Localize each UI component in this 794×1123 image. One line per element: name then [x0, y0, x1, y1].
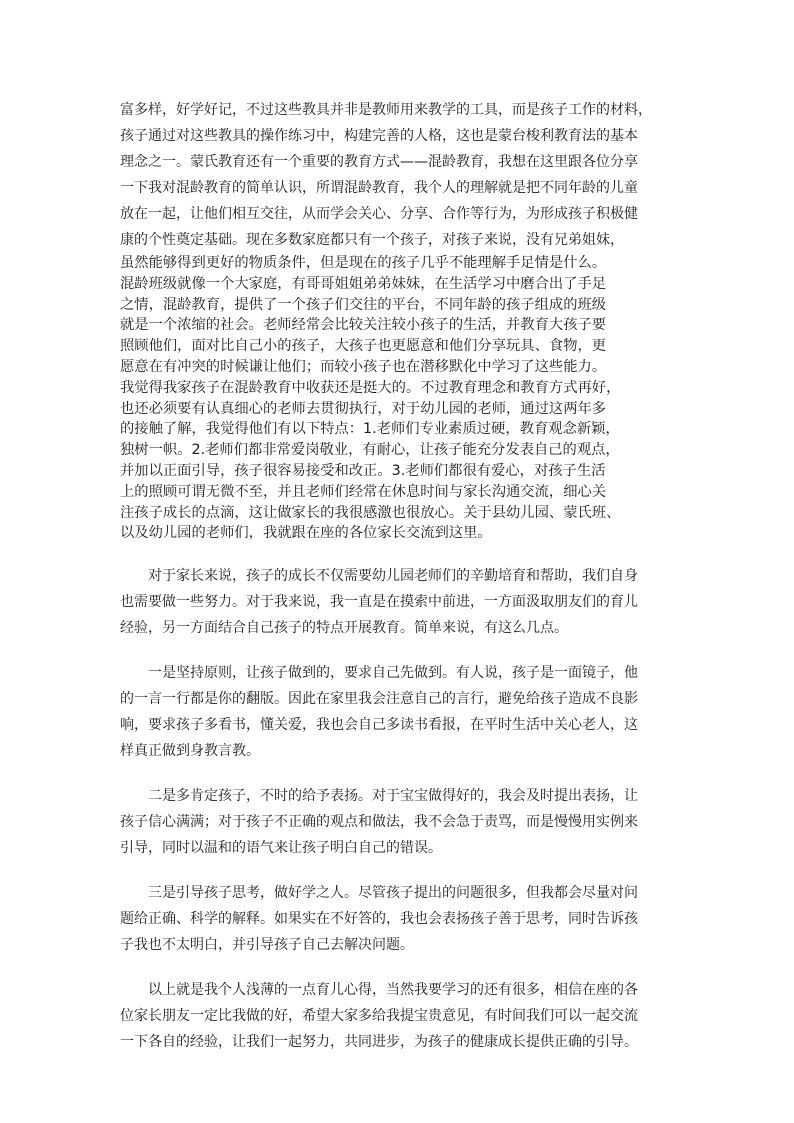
text-line: 并加以正面引导，孩子很容易接受和改正。3.老师们都很有爱心，对孩子生活	[120, 462, 606, 479]
text-line: 混龄班级就像一个大家庭，有哥哥姐姐弟弟妹妹，在生活学习中磨合出了手足	[120, 275, 607, 292]
text-line: 子我也不太明白，并引导孩子自己去解决问题。	[120, 937, 414, 954]
text-line: 上的照顾可谓无微不至，并且老师们经常在休息时间与家长沟通交流，细心关	[120, 483, 607, 500]
text-line: 一是坚持原则，让孩子做到的，要求自己先做到。有人说，孩子是一面镜子，他	[148, 665, 638, 682]
text-line: 我觉得我家孩子在混龄教育中收获还是挺大的。不过教育理念和教育方式再好，	[120, 379, 621, 396]
paragraph-parent-effort	[120, 563, 684, 641]
paragraph-mixed-age-education	[120, 253, 684, 544]
text-line: 孩子通过对这些教具的操作练习中，构建完善的人格，这也是蒙台梭利教育法的基本	[120, 128, 638, 144]
paragraph-montessori-intro	[120, 97, 684, 253]
text-line: 虽然能够得到更好的物质条件，但是现在的孩子几乎不能理解手足情是什么。	[120, 255, 607, 271]
text-line: 三是引导孩子思考，做好学之人。尽管孩子提出的问题很多，但我都会尽量对问	[148, 885, 638, 902]
text-line: 理念之一。蒙氏教育还有一个重要的教育方式——混龄教育，我想在这里跟各位分享	[120, 154, 638, 170]
text-line: 以上就是我个人浅薄的一点育儿心得，当然我要学习的还有很多，相信在座的各	[148, 982, 638, 999]
paragraph-conclusion	[120, 977, 684, 1055]
text-line: 对于家长来说，孩子的成长不仅需要幼儿园老师们的辛勤培育和帮助，我们自身	[148, 568, 638, 585]
text-line: 二是多肯定孩子，不时的给予表扬。对于宝宝做得好的，我会及时提出表扬，让	[148, 788, 638, 805]
text-line: 愿意在有冲突的时候谦让他们；而较小孩子也在潜移默化中学习了这些能力。	[120, 358, 607, 375]
text-line: 照顾他们，面对比自己小的孩子，大孩子也更愿意和他们分享玩具、食物，更	[120, 338, 607, 355]
text-line: 富多样，好学好记，不过这些教具并非是教师用来教学的工具，而是孩子工作的材料，	[120, 102, 652, 118]
text-line: 引导，同时以温和的语气来让孩子明白自己的错误。	[120, 840, 442, 857]
paragraph-point-one	[120, 660, 684, 764]
paragraph-point-three	[120, 880, 684, 958]
text-line: 经验，另一方面结合自己孩子的特点开展教育。简单来说，有这么几点。	[120, 620, 568, 637]
text-line: 也还必须要有认真细心的老师去贯彻执行，对于幼儿园的老师，通过这两年多	[120, 400, 607, 417]
text-line: 的一言一行都是你的翻版。因此在家里我会注意自己的言行，避免给孩子造成不良影	[120, 691, 638, 708]
text-line: 之情，混龄教育，提供了一个孩子们交往的平台，不同年龄的孩子组成的班级	[120, 296, 607, 313]
text-line: 位家长朋友一定比我做的好，希望大家多给我提宝贵意见，有时间我们可以一起交流	[120, 1008, 638, 1025]
paragraph-point-two	[120, 783, 684, 861]
text-line: 一下各自的经验，让我们一起努力，共同进步，为孩子的健康成长提供正确的引导。	[120, 1034, 638, 1051]
text-line: 题给正确、科学的解释。如果实在不好答的，我也会表扬孩子善于思考，同时告诉孩	[120, 911, 638, 928]
text-line: 孩子信心满满；对于孩子不正确的观点和做法，我不会急于责骂，而是慢慢用实例来	[120, 814, 638, 831]
text-line: 的接触了解，我觉得他们有以下特点：1.老师们专业素质过硬，教育观念新颖，	[120, 421, 620, 438]
text-line: 也需要做一些努力。对于我来说，我一直是在摸索中前进，一方面汲取朋友们的育儿	[120, 594, 638, 611]
text-line: 注孩子成长的点滴，这让做家长的我很感激也很放心。关于县幼儿园、蒙氏班、	[120, 504, 621, 521]
text-line: 以及幼儿园的老师们，我就跟在座的各位家长交流到这里。	[120, 525, 492, 542]
text-line: 独树一帜。2.老师们都非常爱岗敬业，有耐心，让孩子能充分发表自己的观点，	[120, 442, 620, 459]
text-line: 一下我对混龄教育的简单认识，所谓混龄教育，我个人的理解就是把不同年龄的儿童	[120, 180, 638, 196]
text-line: 样真正做到身教言教。	[120, 743, 260, 760]
text-line: 放在一起，让他们相互交往，从而学会关心、分享、合作等行为，为形成孩子积极健	[120, 206, 638, 222]
text-line: 响，要求孩子多看书，懂关爱，我也会自己多读书看报，在平时生活中关心老人，这	[120, 717, 638, 734]
text-line: 就是一个浓缩的社会。老师经常会比较关注较小孩子的生活，并教育大孩子要	[120, 317, 607, 334]
text-line: 康的个性奠定基础。现在多数家庭都只有一个孩子，对孩子来说，没有兄弟姐妹，	[120, 232, 624, 248]
